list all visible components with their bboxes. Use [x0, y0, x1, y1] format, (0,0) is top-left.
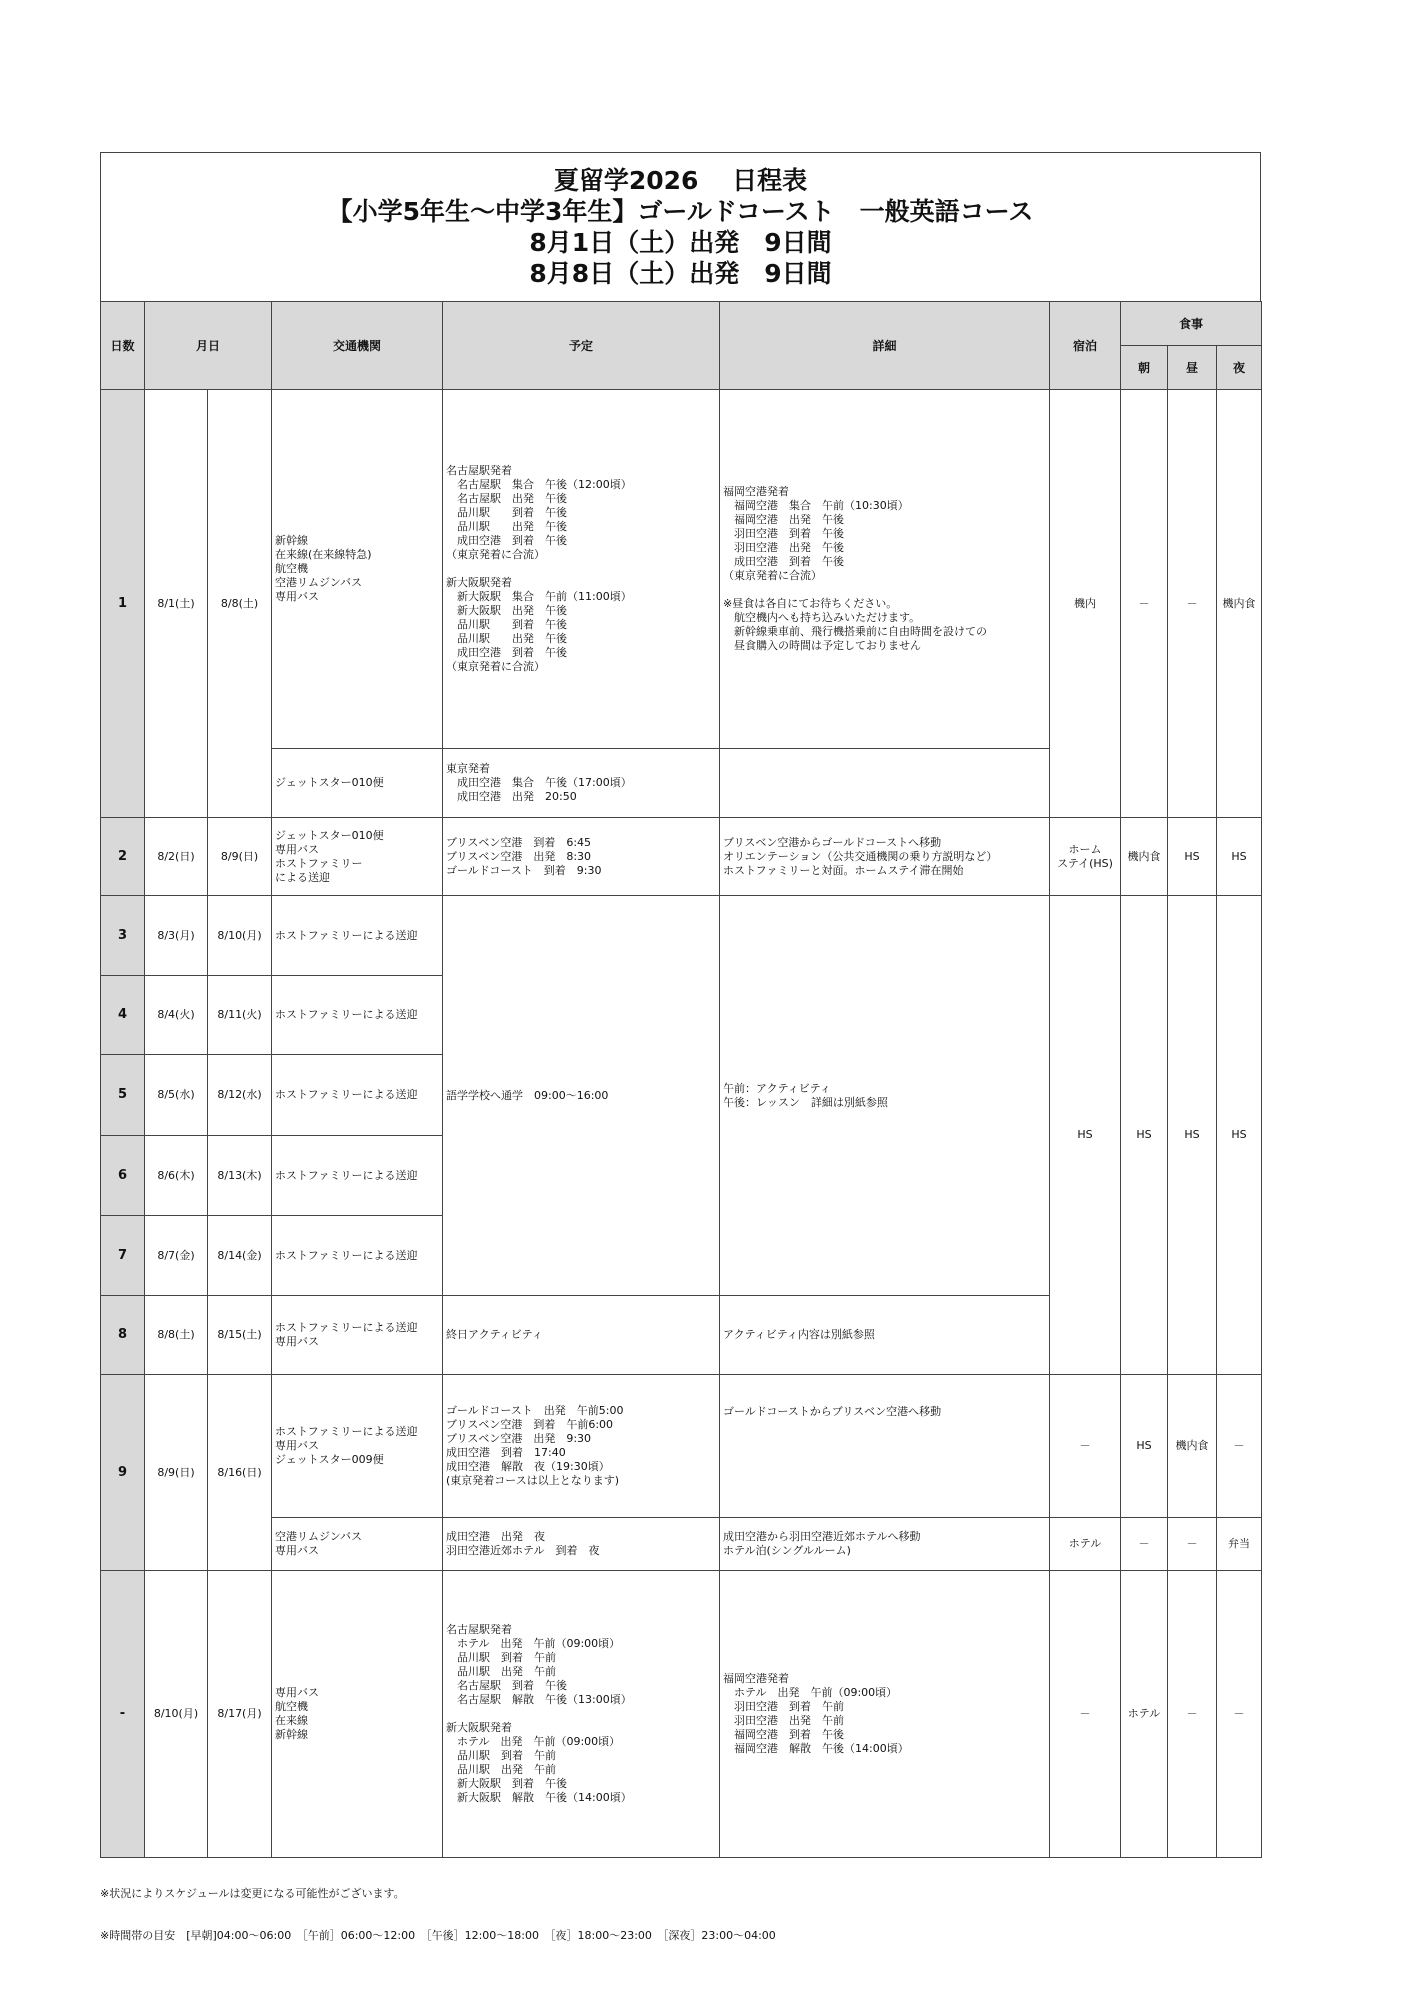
- lunch-cell: HS: [1168, 896, 1217, 1375]
- title-line: 8月1日（土）出発 9日間: [529, 228, 832, 257]
- date-second: 8/17(月): [208, 1571, 272, 1858]
- dinner-cell: 機内食: [1217, 390, 1262, 818]
- transport-cell: ホストファミリーによる送迎: [272, 976, 443, 1055]
- date-first: 8/6(木): [145, 1136, 208, 1216]
- day-number: 5: [101, 1055, 145, 1136]
- footer-note: ※時間帯の目安 [早朝]04:00～06:00 ［午前］06:00～12:00 ［午後］12:00～18:00 ［夜］18:00～23:00 ［深夜］23:00～04:00: [100, 1929, 776, 1942]
- day-number: 9: [101, 1375, 145, 1571]
- transport-cell: ホストファミリーによる送迎 専用バス ジェットスター009便: [272, 1375, 443, 1518]
- lunch-cell: －: [1168, 1518, 1217, 1571]
- header-transport: 交通機関: [272, 302, 443, 390]
- day-number: 4: [101, 976, 145, 1055]
- table-row: [101, 390, 1262, 749]
- date-first: 8/10(月): [145, 1571, 208, 1858]
- transport-cell: ジェットスター010便: [272, 749, 443, 818]
- breakfast-cell: －: [1121, 1518, 1168, 1571]
- lodging-cell: －: [1050, 1571, 1121, 1858]
- plan-cell: 語学学校へ通学 09:00～16:00: [443, 896, 720, 1296]
- date-second: 8/8(土): [208, 390, 272, 818]
- header-lunch: 昼: [1168, 346, 1217, 390]
- table-row: [101, 896, 1262, 976]
- date-second: 8/9(日): [208, 818, 272, 896]
- header-dinner: 夜: [1217, 346, 1262, 390]
- day-number: 2: [101, 818, 145, 896]
- header-date: 月日: [145, 302, 272, 390]
- plan-cell: 終日アクティビティ: [443, 1296, 720, 1375]
- day-number: 1: [101, 390, 145, 818]
- title-line: 【小学5年生～中学3年生】ゴールドコースト 一般英語コース: [327, 197, 1034, 226]
- header-details: 詳細: [720, 302, 1050, 390]
- lodging-cell: －: [1050, 1375, 1121, 1518]
- date-second: 8/14(金): [208, 1216, 272, 1296]
- transport-cell: ホストファミリーによる送迎 専用バス: [272, 1296, 443, 1375]
- breakfast-cell: 機内食: [1121, 818, 1168, 896]
- dinner-cell: －: [1217, 1375, 1262, 1518]
- schedule-document: [100, 152, 1261, 1858]
- lunch-cell: －: [1168, 1571, 1217, 1858]
- dinner-cell: HS: [1217, 818, 1262, 896]
- details-cell: 成田空港から羽田空港近郊ホテルへ移動 ホテル泊(シングルルーム): [720, 1518, 1050, 1571]
- date-second: 8/10(月): [208, 896, 272, 976]
- plan-cell: 成田空港 出発 夜 羽田空港近郊ホテル 到着 夜: [443, 1518, 720, 1571]
- breakfast-cell: ホテル: [1121, 1571, 1168, 1858]
- details-cell: アクティビティ内容は別紙参照: [720, 1296, 1050, 1375]
- date-second: 8/16(日): [208, 1375, 272, 1571]
- footer-notes: [100, 1859, 776, 1957]
- date-second: 8/13(木): [208, 1136, 272, 1216]
- day-number: 8: [101, 1296, 145, 1375]
- title-line: 8月8日（土）出発 9日間: [529, 259, 832, 288]
- document-title: [100, 152, 1261, 301]
- breakfast-cell: －: [1121, 390, 1168, 818]
- footer-note: ※状況によりスケジュールは変更になる可能性がございます。: [100, 1887, 405, 1900]
- lodging-cell: ホーム ステイ(HS): [1050, 818, 1121, 896]
- lunch-cell: 機内食: [1168, 1375, 1217, 1518]
- date-first: 8/9(日): [145, 1375, 208, 1571]
- details-cell: 午前：アクティビティ 午後：レッスン 詳細は別紙参照: [720, 896, 1050, 1296]
- day-number: 6: [101, 1136, 145, 1216]
- day-number: -: [101, 1571, 145, 1858]
- date-second: 8/12(水): [208, 1055, 272, 1136]
- dinner-cell: －: [1217, 1571, 1262, 1858]
- transport-cell: ホストファミリーによる送迎: [272, 1216, 443, 1296]
- header-plan: 予定: [443, 302, 720, 390]
- table-row: [101, 1375, 1262, 1518]
- header-breakfast: 朝: [1121, 346, 1168, 390]
- plan-cell: 名古屋駅発着 ホテル 出発 午前（09:00頃） 品川駅 到着 午前 品川駅 出発 午前 名古屋駅 到着 午後 名古屋駅 解散 午後（13:00頃） 新大阪駅発着 ホテル 出発 午前（09:00頃） 品川駅 到着 午前 品川駅 出発 午前 新大阪駅 到着 午後 新大阪駅 解散 午後（14:00頃）: [443, 1571, 720, 1858]
- transport-cell: 専用バス 航空機 在来線 新幹線: [272, 1571, 443, 1858]
- details-cell: [720, 749, 1050, 818]
- transport-cell: ホストファミリーによる送迎: [272, 896, 443, 976]
- lodging-cell: ホテル: [1050, 1518, 1121, 1571]
- title-line: 夏留学2026 日程表: [553, 166, 808, 195]
- transport-cell: ホストファミリーによる送迎: [272, 1136, 443, 1216]
- lunch-cell: －: [1168, 390, 1217, 818]
- date-first: 8/2(日): [145, 818, 208, 896]
- plan-cell: ブリスベン空港 到着 6:45 ブリスベン空港 出発 8:30 ゴールドコースト 到着 9:30: [443, 818, 720, 896]
- day-number: 3: [101, 896, 145, 976]
- lodging-cell: 機内: [1050, 390, 1121, 818]
- date-first: 8/8(土): [145, 1296, 208, 1375]
- header-row: [101, 302, 1262, 346]
- breakfast-cell: HS: [1121, 1375, 1168, 1518]
- transport-cell: ホストファミリーによる送迎: [272, 1055, 443, 1136]
- breakfast-cell: HS: [1121, 896, 1168, 1375]
- table-row: [101, 818, 1262, 896]
- dinner-cell: HS: [1217, 896, 1262, 1375]
- details-cell: ゴールドコーストからブリスベン空港へ移動: [720, 1375, 1050, 1518]
- lodging-cell: HS: [1050, 896, 1121, 1375]
- table-row: [101, 1571, 1262, 1858]
- transport-cell: 新幹線 在来線(在来線特急) 航空機 空港リムジンバス 専用バス: [272, 390, 443, 749]
- transport-cell: ジェットスター010便 専用バス ホストファミリー による送迎: [272, 818, 443, 896]
- plan-cell: ゴールドコースト 出発 午前5:00 ブリスベン空港 到着 午前6:00 ブリスベン空港 出発 9:30 成田空港 到着 17:40 成田空港 解散 夜（19:30頃） (東京発着コースは以上となります): [443, 1375, 720, 1518]
- plan-cell: 名古屋駅発着 名古屋駅 集合 午後（12:00頃） 名古屋駅 出発 午後 品川駅 到着 午後 品川駅 出発 午後 成田空港 到着 午後 （東京発着に合流） 新大阪駅発着 新大阪駅 集合 午前（11:00頃） 新大阪駅 出発 午後 品川駅 到着 午後 品川駅 出発 午後 成田空港 到着 午後 （東京発着に合流）: [443, 390, 720, 749]
- dinner-cell: 弁当: [1217, 1518, 1262, 1571]
- date-second: 8/15(土): [208, 1296, 272, 1375]
- day-number: 7: [101, 1216, 145, 1296]
- transport-cell: 空港リムジンバス 専用バス: [272, 1518, 443, 1571]
- date-first: 8/4(火): [145, 976, 208, 1055]
- details-cell: 福岡空港発着 福岡空港 集合 午前（10:30頃） 福岡空港 出発 午後 羽田空港 到着 午後 羽田空港 出発 午後 成田空港 到着 午後 （東京発着に合流） ※昼食は各自にてお待ちください。 航空機内へも持ち込みいただけます。 新幹線乗車前、飛行機搭乗前に自由時間を設けての 昼食購入の時間は予定しておりません: [720, 390, 1050, 749]
- date-first: 8/3(月): [145, 896, 208, 976]
- table-row: [101, 1518, 1262, 1571]
- lunch-cell: HS: [1168, 818, 1217, 896]
- plan-cell: 東京発着 成田空港 集合 午後（17:00頃） 成田空港 出発 20:50: [443, 749, 720, 818]
- date-first: 8/1(土): [145, 390, 208, 818]
- date-second: 8/11(火): [208, 976, 272, 1055]
- details-cell: ブリスベン空港からゴールドコーストへ移動 オリエンテーション（公共交通機関の乗り方説明など） ホストファミリーと対面。ホームステイ滞在開始: [720, 818, 1050, 896]
- date-first: 8/5(水): [145, 1055, 208, 1136]
- header-day: 日数: [101, 302, 145, 390]
- header-lodging: 宿泊: [1050, 302, 1121, 390]
- header-meals: 食事: [1121, 302, 1262, 346]
- schedule-table: [100, 301, 1262, 1858]
- date-first: 8/7(金): [145, 1216, 208, 1296]
- details-cell: 福岡空港発着 ホテル 出発 午前（09:00頃） 羽田空港 到着 午前 羽田空港 出発 午前 福岡空港 到着 午後 福岡空港 解散 午後（14:00頃）: [720, 1571, 1050, 1858]
